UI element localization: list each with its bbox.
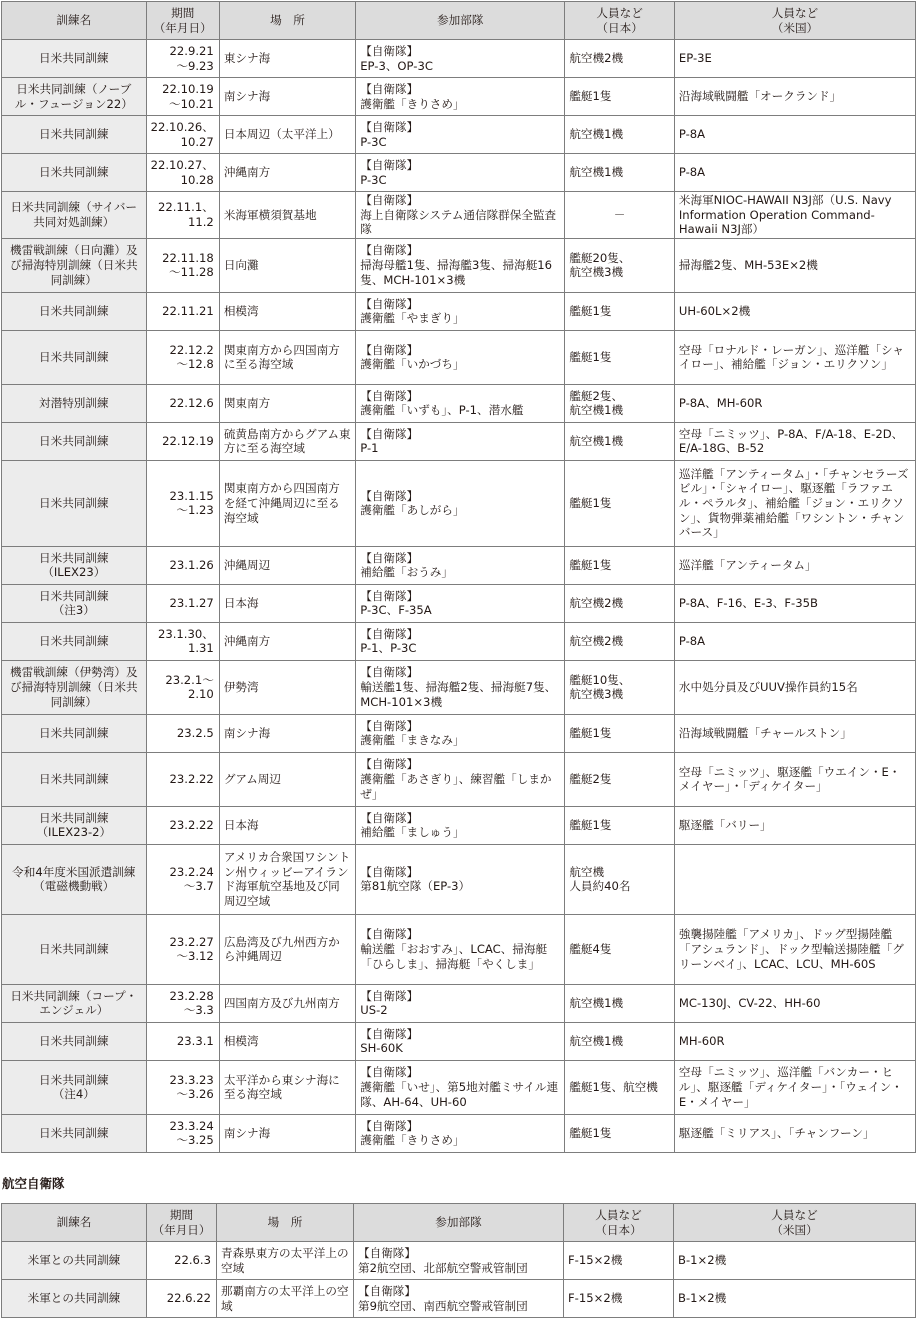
place-cell: 日本周辺（太平洋上） <box>219 116 355 154</box>
place-cell: 関東南方 <box>219 384 355 422</box>
participating-unit-cell: 【自衛隊】 補給艦「ましゅう」 <box>356 806 565 844</box>
header-jp: 人員など （日本） <box>564 1204 674 1242</box>
participating-unit-cell: 【自衛隊】 P-1 <box>356 422 565 460</box>
table-row <box>2 40 916 78</box>
personnel-japan-cell: 艦艇2隻、 航空機1機 <box>565 384 675 422</box>
air-table-body <box>2 1242 916 1318</box>
personnel-us-cell: 水中処分員及びUUV操作員約15名 <box>674 660 915 714</box>
personnel-us-cell: 空母「ニミッツ」、巡洋艦「バンカー・ヒル」、駆逐艦「ディケイター」・「ウェイン・E・メイヤー」 <box>674 1060 915 1114</box>
personnel-japan-cell: 航空機1機 <box>565 154 675 192</box>
personnel-us-cell: 空母「ニミッツ」、駆逐艦「ウエイン・E・メイヤー」・「ディケイター」 <box>674 752 915 806</box>
participating-unit-cell: 【自衛隊】 海上自衛隊システム通信隊群保全監査隊 <box>356 192 565 239</box>
training-name-cell: 日米共同訓練 <box>2 422 147 460</box>
personnel-us-cell: 空母「ニミッツ」、P-8A、F/A-18、E-2D、E/A-18G、B-52 <box>674 422 915 460</box>
personnel-us-cell: 駆逐艦「バリー」 <box>674 806 915 844</box>
training-name-cell: 対潜特別訓練 <box>2 384 147 422</box>
table-row <box>2 914 916 984</box>
personnel-japan-cell: F-15×2機 <box>564 1280 674 1318</box>
training-name-cell: 機雷戦訓練（日向灘）及び掃海特別訓練（日米共同訓練） <box>2 238 147 292</box>
place-cell: 四国南方及び九州南方 <box>219 984 355 1022</box>
personnel-japan-cell: 艦艇1隻 <box>565 714 675 752</box>
participating-unit-cell: 【自衛隊】 SH-60K <box>356 1022 565 1060</box>
personnel-us-cell: 沿海域戦闘艦「オークランド」 <box>674 78 915 116</box>
period-cell: 22.6.22 <box>147 1280 217 1318</box>
personnel-us-cell: 駆逐艦「ミリアス」、「チャンフーン」 <box>674 1114 915 1152</box>
period-cell: 23.1.30、 1.31 <box>146 622 219 660</box>
maritime-table-body <box>2 40 916 1153</box>
period-cell: 22.6.3 <box>147 1242 217 1280</box>
period-cell: 23.2.27 ～3.12 <box>146 914 219 984</box>
place-cell: 広島湾及び九州西方から沖縄周辺 <box>219 914 355 984</box>
training-name-cell: 機雷戦訓練（伊勢湾）及び掃海特別訓練（日米共同訓練） <box>2 660 147 714</box>
personnel-us-cell: P-8A、F-16、E-3、F-35B <box>674 584 915 622</box>
training-name-cell: 米軍との共同訓練 <box>2 1280 147 1318</box>
training-name-cell: 日米共同訓練 <box>2 116 147 154</box>
personnel-japan-cell: 艦艇1隻 <box>565 546 675 584</box>
personnel-us-cell: 空母「ロナルド・レーガン」、巡洋艦「シャイロー」、補給艦「ジョン・エリクソン」 <box>674 330 915 384</box>
personnel-us-cell: MC-130J、CV-22、HH-60 <box>674 984 915 1022</box>
header-row <box>2 1204 916 1242</box>
place-cell: 日本海 <box>219 806 355 844</box>
participating-unit-cell: 【自衛隊】 P-3C、F-35A <box>356 584 565 622</box>
table-row <box>2 806 916 844</box>
header-place: 場 所 <box>217 1204 354 1242</box>
personnel-japan-cell: 艦艇4隻 <box>565 914 675 984</box>
period-cell: 23.2.5 <box>146 714 219 752</box>
place-cell: 沖縄南方 <box>219 154 355 192</box>
table-row <box>2 1022 916 1060</box>
personnel-us-cell: P-8A <box>674 622 915 660</box>
personnel-japan-cell: 航空機1機 <box>565 1022 675 1060</box>
participating-unit-cell: 【自衛隊】 護衛艦「きりさめ」 <box>356 78 565 116</box>
place-cell: 関東南方から四国南方を経て沖縄周辺に至る海空域 <box>219 460 355 546</box>
table-row <box>2 460 916 546</box>
period-cell: 22.10.26、 10.27 <box>146 116 219 154</box>
personnel-us-cell: P-8A、MH-60R <box>674 384 915 422</box>
table-row <box>2 1242 916 1280</box>
training-name-cell: 日米共同訓練 <box>2 1022 147 1060</box>
place-cell: 日向灘 <box>219 238 355 292</box>
personnel-japan-cell: 艦艇2隻 <box>565 752 675 806</box>
participating-unit-cell: 【自衛隊】 護衛艦「きりさめ」 <box>356 1114 565 1152</box>
personnel-us-cell: 米海軍NIOC-HAWAII N3J部（U.S. Navy Information Operation Command-Hawaii N3J部） <box>674 192 915 239</box>
personnel-us-cell <box>674 844 915 914</box>
place-cell: 米海軍横須賀基地 <box>219 192 355 239</box>
personnel-japan-cell: 艦艇1隻 <box>565 330 675 384</box>
place-cell: 伊勢湾 <box>219 660 355 714</box>
table-row <box>2 622 916 660</box>
training-name-cell: 日米共同訓練 <box>2 40 147 78</box>
personnel-japan-cell: 艦艇20隻、 航空機3機 <box>565 238 675 292</box>
table-row <box>2 1060 916 1114</box>
place-cell: 関東南方から四国南方に至る海空域 <box>219 330 355 384</box>
period-cell: 23.2.22 <box>146 752 219 806</box>
personnel-japan-cell: 艦艇1隻 <box>565 1114 675 1152</box>
table-row <box>2 330 916 384</box>
period-cell: 23.2.1～ 2.10 <box>146 660 219 714</box>
personnel-us-cell: UH-60L×2機 <box>674 292 915 330</box>
place-cell: 日本海 <box>219 584 355 622</box>
table-row <box>2 660 916 714</box>
table-row <box>2 546 916 584</box>
training-name-cell: 日米共同訓練 <box>2 752 147 806</box>
participating-unit-cell: 【自衛隊】 護衛艦「あしがら」 <box>356 460 565 546</box>
header-jp: 人員など （日本） <box>565 2 675 40</box>
training-name-cell: 日米共同訓練（ノーブル・フュージョン22） <box>2 78 147 116</box>
training-name-cell: 日米共同訓練 <box>2 330 147 384</box>
participating-unit-cell: 【自衛隊】 護衛艦「いずも」、P-1、潜水艦 <box>356 384 565 422</box>
training-name-cell: 日米共同訓練 （ILEX23-2） <box>2 806 147 844</box>
place-cell: 青森県東方の太平洋上の空域 <box>217 1242 354 1280</box>
table-row <box>2 844 916 914</box>
personnel-japan-cell: 航空機1機 <box>565 984 675 1022</box>
personnel-us-cell: P-8A <box>674 154 915 192</box>
participating-unit-cell: 【自衛隊】 掃海母艦1隻、掃海艦3隻、掃海艇16隻、MCH-101×3機 <box>356 238 565 292</box>
period-cell: 22.12.6 <box>146 384 219 422</box>
personnel-japan-cell: 艦艇1隻 <box>565 78 675 116</box>
table-row <box>2 192 916 239</box>
header-unit: 参加部隊 <box>356 2 565 40</box>
period-cell: 22.12.2 ～12.8 <box>146 330 219 384</box>
training-name-cell: 日米共同訓練 （ILEX23） <box>2 546 147 584</box>
place-cell: 南シナ海 <box>219 78 355 116</box>
period-cell: 22.12.19 <box>146 422 219 460</box>
participating-unit-cell: 【自衛隊】 第2航空団、北部航空警戒管制団 <box>354 1242 564 1280</box>
participating-unit-cell: 【自衛隊】 第81航空隊（EP-3） <box>356 844 565 914</box>
training-name-cell: 日米共同訓練（サイバー共同対処訓練） <box>2 192 147 239</box>
table-row <box>2 984 916 1022</box>
period-cell: 22.10.27、 10.28 <box>146 154 219 192</box>
personnel-us-cell: B-1×2機 <box>674 1280 916 1318</box>
header-name: 訓練名 <box>2 1204 147 1242</box>
table-row <box>2 116 916 154</box>
training-name-cell: 日米共同訓練 <box>2 154 147 192</box>
personnel-japan-cell: 航空機2機 <box>565 622 675 660</box>
place-cell: 南シナ海 <box>219 1114 355 1152</box>
training-name-cell: 米軍との共同訓練 <box>2 1242 147 1280</box>
header-name: 訓練名 <box>2 2 147 40</box>
personnel-us-cell: 巡洋艦「アンティータム」 <box>674 546 915 584</box>
place-cell: 東シナ海 <box>219 40 355 78</box>
header-period: 期間 （年月日） <box>146 2 219 40</box>
period-cell: 23.2.24 ～3.7 <box>146 844 219 914</box>
personnel-us-cell: P-8A <box>674 116 915 154</box>
training-name-cell: 日米共同訓練 （注4） <box>2 1060 147 1114</box>
participating-unit-cell: 【自衛隊】 護衛艦「いかづち」 <box>356 330 565 384</box>
place-cell: 相模湾 <box>219 292 355 330</box>
participating-unit-cell: 【自衛隊】 補給艦「おうみ」 <box>356 546 565 584</box>
table-row <box>2 584 916 622</box>
place-cell: 硫黄島南方からグアム東方に至る海空域 <box>219 422 355 460</box>
training-name-cell: 日米共同訓練 <box>2 714 147 752</box>
table-row <box>2 422 916 460</box>
personnel-japan-cell: － <box>565 192 675 239</box>
maritime-training-table <box>1 1 916 1153</box>
period-cell: 22.9.21 ～9.23 <box>146 40 219 78</box>
training-name-cell: 令和4年度米国派遣訓練（電磁機動戦） <box>2 844 147 914</box>
table-row <box>2 154 916 192</box>
training-name-cell: 日米共同訓練 <box>2 292 147 330</box>
participating-unit-cell: 【自衛隊】 P-1、P-3C <box>356 622 565 660</box>
table-row <box>2 292 916 330</box>
place-cell: 相模湾 <box>219 1022 355 1060</box>
period-cell: 22.11.1、 11.2 <box>146 192 219 239</box>
period-cell: 23.3.1 <box>146 1022 219 1060</box>
period-cell: 23.2.28 ～3.3 <box>146 984 219 1022</box>
header-period: 期間 （年月日） <box>147 1204 217 1242</box>
participating-unit-cell: 【自衛隊】 EP-3、OP-3C <box>356 40 565 78</box>
participating-unit-cell: 【自衛隊】 輸送艦「おおすみ」、LCAC、掃海艇「ひらしま」、掃海艇「やくしま」 <box>356 914 565 984</box>
training-name-cell: 日米共同訓練 <box>2 622 147 660</box>
personnel-japan-cell: 艦艇1隻 <box>565 806 675 844</box>
place-cell: 那覇南方の太平洋上の空域 <box>217 1280 354 1318</box>
personnel-japan-cell: 航空機2機 <box>565 40 675 78</box>
personnel-us-cell: MH-60R <box>674 1022 915 1060</box>
participating-unit-cell: 【自衛隊】 護衛艦「まきなみ」 <box>356 714 565 752</box>
table-row <box>2 752 916 806</box>
table-row <box>2 1114 916 1152</box>
header-place: 場 所 <box>219 2 355 40</box>
personnel-japan-cell: 艦艇1隻 <box>565 292 675 330</box>
place-cell: アメリカ合衆国ワシントン州ウィッビーアイランド海軍航空基地及び同周辺空域 <box>219 844 355 914</box>
personnel-japan-cell: 航空機1機 <box>565 422 675 460</box>
training-name-cell: 日米共同訓練 （注3） <box>2 584 147 622</box>
training-name-cell: 日米共同訓練 <box>2 914 147 984</box>
participating-unit-cell: 【自衛隊】 P-3C <box>356 154 565 192</box>
personnel-japan-cell: 航空機2機 <box>565 584 675 622</box>
period-cell: 23.1.27 <box>146 584 219 622</box>
table-row <box>2 78 916 116</box>
personnel-japan-cell: 艦艇1隻 <box>565 460 675 546</box>
participating-unit-cell: 【自衛隊】 護衛艦「やまぎり」 <box>356 292 565 330</box>
table-row <box>2 384 916 422</box>
participating-unit-cell: 【自衛隊】 第9航空団、南西航空警戒管制団 <box>354 1280 564 1318</box>
place-cell: 沖縄南方 <box>219 622 355 660</box>
table-row <box>2 1280 916 1318</box>
personnel-japan-cell: 航空機1機 <box>565 116 675 154</box>
header-us: 人員など （米国） <box>674 1204 916 1242</box>
personnel-japan-cell: 航空機 人員約40名 <box>565 844 675 914</box>
header-unit: 参加部隊 <box>354 1204 564 1242</box>
table-row <box>2 714 916 752</box>
training-name-cell: 日米共同訓練 <box>2 1114 147 1152</box>
participating-unit-cell: 【自衛隊】 輸送艦1隻、掃海艦2隻、掃海艇7隻、MCH-101×3機 <box>356 660 565 714</box>
period-cell: 23.1.26 <box>146 546 219 584</box>
place-cell: 太平洋から東シナ海に至る海空域 <box>219 1060 355 1114</box>
period-cell: 23.2.22 <box>146 806 219 844</box>
participating-unit-cell: 【自衛隊】 P-3C <box>356 116 565 154</box>
personnel-us-cell: 沿海域戦闘艦「チャールストン」 <box>674 714 915 752</box>
participating-unit-cell: 【自衛隊】 護衛艦「いせ」、第5地対艦ミサイル連隊、AH-64、UH-60 <box>356 1060 565 1114</box>
personnel-japan-cell: 艦艇10隻、 航空機3機 <box>565 660 675 714</box>
training-name-cell: 日米共同訓練（コープ・エンジェル） <box>2 984 147 1022</box>
personnel-us-cell: B-1×2機 <box>674 1242 916 1280</box>
section-title-air-self-defense-force: 航空自衛隊 <box>2 1176 65 1191</box>
personnel-japan-cell: F-15×2機 <box>564 1242 674 1280</box>
period-cell: 22.11.18 ～11.28 <box>146 238 219 292</box>
training-name-cell: 日米共同訓練 <box>2 460 147 546</box>
place-cell: 南シナ海 <box>219 714 355 752</box>
period-cell: 23.3.23 ～3.26 <box>146 1060 219 1114</box>
personnel-japan-cell: 艦艇1隻、航空機 <box>565 1060 675 1114</box>
period-cell: 22.11.21 <box>146 292 219 330</box>
period-cell: 23.1.15 ～1.23 <box>146 460 219 546</box>
personnel-us-cell: 強襲揚陸艦「アメリカ」、ドッグ型揚陸艦「アシュランド」、ドック型輸送揚陸艦「グリーンベイ」、LCAC、LCU、MH-60S <box>674 914 915 984</box>
header-us: 人員など （米国） <box>674 2 915 40</box>
participating-unit-cell: 【自衛隊】 US-2 <box>356 984 565 1022</box>
period-cell: 23.3.24 ～3.25 <box>146 1114 219 1152</box>
header-row <box>2 2 916 40</box>
personnel-us-cell: 掃海艦2隻、MH-53E×2機 <box>674 238 915 292</box>
air-training-table <box>1 1203 916 1318</box>
period-cell: 22.10.19 ～10.21 <box>146 78 219 116</box>
place-cell: 沖縄周辺 <box>219 546 355 584</box>
place-cell: グアム周辺 <box>219 752 355 806</box>
participating-unit-cell: 【自衛隊】 護衛艦「あさぎり」、練習艦「しまかぜ」 <box>356 752 565 806</box>
personnel-us-cell: EP-3E <box>674 40 915 78</box>
table-row <box>2 238 916 292</box>
personnel-us-cell: 巡洋艦「アンティータム」・「チャンセラーズビル」・「シャイロー」、駆逐艦「ラファエル・ペラルタ」、補給艦「ジョン・エリクソン」、貨物弾薬補給艦「ワシントン・チャンバース」 <box>674 460 915 546</box>
